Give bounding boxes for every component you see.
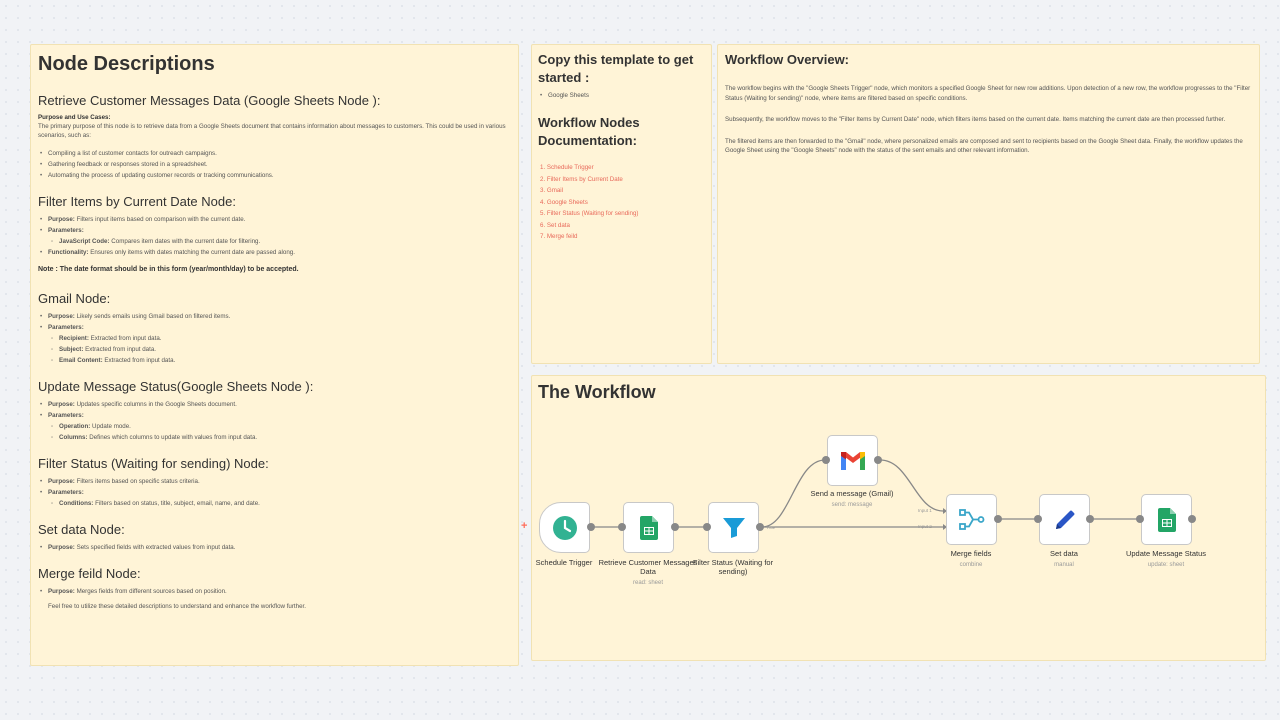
list-item: ◦ Conditions: Filters based on status, title, subject, email, name, and date. bbox=[38, 498, 511, 509]
list-item: • Automating the process of updating customer records or tracking communications. bbox=[38, 170, 511, 181]
list-item: • Purpose: Likely sends emails using Gmail based on filtered items. bbox=[38, 311, 511, 322]
list-item: ◦ Recipient: Extracted from input data. bbox=[38, 333, 511, 344]
overview-paragraph: The filtered items are then forwarded to the "Gmail" node, where personalized emails are composed and sent to recipients based on the Google Sheet data. Finally, the workflow updates the Google Sheet using the "Google Sheets" node with the status of the sent emails and other relevant information. bbox=[725, 137, 1243, 154]
node-label: Set data bbox=[1050, 549, 1078, 558]
date-format-note: Note : The date format should be in this form (year/month/day) to be accepted. bbox=[38, 266, 299, 273]
node-label: Update Message Status bbox=[1125, 549, 1207, 558]
input-handle[interactable] bbox=[822, 456, 830, 464]
section-heading: Retrieve Customer Messages Data (Google Sheets Node ): bbox=[38, 93, 381, 108]
node-label: Schedule Trigger bbox=[535, 558, 593, 567]
add-trigger-icon[interactable]: + bbox=[521, 520, 528, 532]
list-item: • Purpose: Filters items based on specific status criteria. bbox=[38, 476, 511, 487]
merge-icon bbox=[959, 508, 985, 532]
node-subtitle: update: sheet bbox=[1147, 562, 1185, 568]
workflow-title: The Workflow bbox=[538, 382, 656, 402]
overview-heading: Workflow Overview: bbox=[725, 52, 850, 67]
doc-link-merge[interactable]: 7. Merge feild bbox=[540, 233, 578, 240]
sticky-note-copy-template[interactable] bbox=[531, 44, 712, 364]
doc-link-gmail[interactable]: 3. Gmail bbox=[540, 187, 564, 194]
list-item: • Purpose: Sets specified fields with extracted values from input data. bbox=[38, 542, 511, 553]
input-handle[interactable] bbox=[618, 523, 626, 531]
input-handle[interactable] bbox=[1034, 515, 1042, 523]
input-handle[interactable] bbox=[1136, 515, 1144, 523]
paragraph: The primary purpose of this node is to retrieve data from a Google Sheets document that contains information about messages to customers. This could be used in various scenarios, such as: bbox=[38, 123, 506, 139]
node-merge-fields[interactable] bbox=[946, 494, 997, 545]
copy-heading: Copy this template to get started : bbox=[538, 52, 694, 85]
list-item: • Gathering feedback or responses stored in a spreadsheet. bbox=[38, 159, 511, 170]
list-item: • Purpose: Merges fields from different sources based on position. bbox=[38, 586, 511, 597]
node-send-gmail[interactable] bbox=[827, 435, 878, 486]
node-label: Send a message (Gmail) bbox=[810, 489, 894, 498]
label: Purpose and Use Cases: bbox=[38, 114, 111, 121]
doc-link-google-sheets[interactable]: 4. Google Sheets bbox=[540, 198, 588, 206]
node-filter-status[interactable] bbox=[708, 502, 759, 553]
filter-icon bbox=[722, 517, 746, 539]
list-item: • Compiling a list of customer contacts for outreach campaigns. bbox=[38, 148, 511, 159]
list-item: • Purpose: Filters input items based on comparison with the current date. bbox=[38, 214, 511, 225]
input-2-label: Input 2 bbox=[918, 524, 932, 529]
section-update-status bbox=[38, 379, 511, 443]
list-item: • Parameters: bbox=[38, 322, 511, 333]
output-handle[interactable] bbox=[587, 523, 595, 531]
list-item: ◦ Subject: Extracted from input data. bbox=[38, 344, 511, 355]
clock-icon bbox=[552, 515, 578, 541]
list-item: ◦ Columns: Defines which columns to update with values from input data. bbox=[38, 432, 511, 443]
docs-heading: Workflow Nodes Documentation: bbox=[538, 115, 640, 148]
output-handle[interactable] bbox=[994, 515, 1002, 523]
output-handle[interactable] bbox=[874, 456, 882, 464]
node-subtitle: manual bbox=[1054, 562, 1074, 568]
section-heading: Filter Items by Current Date Node: bbox=[38, 194, 236, 209]
input-1-label: Input 1 bbox=[918, 508, 932, 513]
output-handle[interactable] bbox=[1188, 515, 1196, 523]
google-sheets-icon bbox=[640, 516, 658, 540]
node-subtitle: combine bbox=[959, 562, 983, 568]
node-label: Filter Status (Waiting for sending) bbox=[692, 558, 774, 576]
output-handle[interactable] bbox=[1086, 515, 1094, 523]
google-sheets-icon bbox=[1158, 508, 1176, 532]
section-heading: Merge feild Node: bbox=[38, 566, 141, 581]
node-retrieve-customer-messages[interactable] bbox=[623, 502, 674, 553]
overview-paragraph: Subsequently, the workflow moves to the "Filter Items by Current Date" node, which filters items based on the current date. Items matching the current date are then processed further. bbox=[725, 116, 1226, 123]
closing-text: Feel free to utilize these detailed descriptions to understand and enhance the workflow further. bbox=[48, 603, 306, 610]
section-heading: Gmail Node: bbox=[38, 291, 111, 306]
doc-link-filter-date[interactable]: 2. Filter Items by Current Date bbox=[540, 175, 623, 183]
section-retrieve bbox=[38, 93, 511, 181]
section-gmail bbox=[38, 291, 511, 366]
output-handle[interactable] bbox=[671, 523, 679, 531]
list-item: ◦ Email Content: Extracted from input data. bbox=[38, 355, 511, 366]
doc-link-schedule-trigger[interactable]: 1. Schedule Trigger bbox=[540, 164, 594, 171]
output-handle[interactable] bbox=[756, 523, 764, 531]
node-update-message-status[interactable] bbox=[1141, 494, 1192, 545]
sticky-note-workflow-overview[interactable] bbox=[717, 44, 1260, 364]
doc-link-filter-status[interactable]: 5. Filter Status (Waiting for sending) bbox=[540, 210, 639, 217]
pencil-icon bbox=[1053, 508, 1077, 532]
section-set-data bbox=[38, 522, 511, 553]
node-label: Retrieve Customer Messages Data bbox=[598, 558, 698, 576]
sticky-note-node-descriptions[interactable] bbox=[30, 44, 519, 666]
list-item: • Purpose: Updates specific columns in the Google Sheets document. bbox=[38, 399, 511, 410]
google-sheets-template-link[interactable]: • Google Sheets bbox=[538, 90, 705, 101]
node-schedule-trigger[interactable] bbox=[539, 502, 590, 553]
section-merge bbox=[38, 566, 511, 610]
input-handle[interactable] bbox=[703, 523, 711, 531]
section-heading: Update Message Status(Google Sheets Node ): bbox=[38, 379, 314, 394]
list-item: ◦ JavaScript Code: Compares item dates with the current date for filtering. bbox=[38, 236, 511, 247]
node-label: Merge fields bbox=[950, 549, 992, 558]
node-subtitle: read: sheet bbox=[632, 580, 664, 586]
list-item: ◦ Operation: Update mode. bbox=[38, 421, 511, 432]
doc-link-set-data[interactable]: 6. Set data bbox=[540, 221, 570, 229]
overview-paragraph: The workflow begins with the "Google Sheets Trigger" node, which monitors a specified Google Sheet for new row additions. Upon detection of a new row, the workflow progresses to the "Filter Status (Waiting for sending)" node, where items are filtered based on specific conditions. bbox=[725, 85, 1251, 102]
list-item: • Parameters: bbox=[38, 225, 511, 236]
list-item: • Parameters: bbox=[38, 410, 511, 421]
list-item: • Functionality: Ensures only items with dates matching the current date are passed along. bbox=[38, 247, 511, 258]
section-heading: Filter Status (Waiting for sending) Node: bbox=[38, 456, 269, 471]
list-item: • Parameters: bbox=[38, 487, 511, 498]
edge-label-true: True bbox=[766, 525, 776, 530]
section-filter-date bbox=[38, 194, 511, 273]
section-heading: Set data Node: bbox=[38, 522, 125, 537]
gmail-icon bbox=[841, 452, 865, 470]
descriptions-title: Node Descriptions bbox=[38, 53, 215, 75]
node-set-data[interactable] bbox=[1039, 494, 1090, 545]
section-filter-status bbox=[38, 456, 511, 509]
node-subtitle: send: message bbox=[831, 502, 873, 508]
